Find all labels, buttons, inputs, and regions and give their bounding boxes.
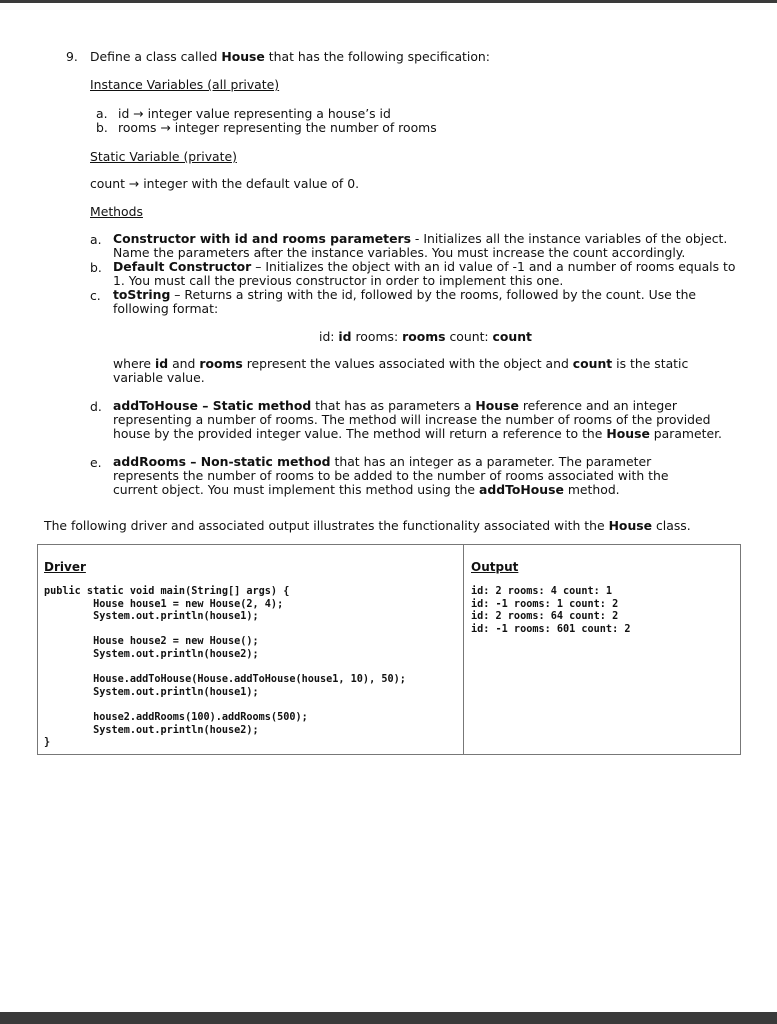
instance-var-label-a: a. [96,106,108,121]
method-addrooms: addRooms – Non-static method that has an integer as a parameter. The parameter represents the number of rooms to be added to the number of rooms associated with the current object. You must implement this method using the addToHouse method. [113,454,669,497]
static-variable-heading: Static Variable (private) [90,149,237,164]
method-addtohouse: addToHouse – Static method that has as parameters a House reference and an integer representing a number of rooms. The method will increase the number of rooms of the provided house by the provided integer value. The method will return a reference to the House parameter. [113,398,722,441]
method-tostring: toString – Returns a string with the id, followed by the rooms, followed by the count. Use the following format: [113,287,697,316]
output-heading: Output [471,560,519,574]
tostring-format: id: id rooms: rooms count: count [319,329,532,344]
instance-var-rooms: rooms → integer representing the number of rooms [118,120,437,135]
static-variable-count: count → integer with the default value of 0. [90,176,360,191]
instance-var-id: id → integer value representing a house’s id [118,106,391,121]
method-label-c: c. [90,288,101,303]
question-number: 9. [66,49,78,64]
driver-output-table [37,544,741,755]
driver-heading: Driver [44,560,86,574]
driver-cell [38,545,464,755]
question-intro: Define a class called House that has the following specification: [90,49,490,64]
output-cell [464,545,741,755]
bottom-border [0,1012,777,1024]
top-border [0,0,777,3]
methods-heading: Methods [90,204,143,219]
method-label-d: d. [90,399,102,414]
method-default-constructor: Default Constructor – Initializes the object with an id value of -1 and a number of rooms equals to 1. You must call the previous constructor in order to implement this one. [113,259,736,288]
output-lines: id: 2 rooms: 4 count: 1 id: -1 rooms: 1 count: 2 id: 2 rooms: 64 count: 2 id: -1 rooms: 601 count: 2 [471,586,631,635]
instance-variables-heading: Instance Variables (all private) [90,77,280,92]
method-label-a: a. [90,232,102,247]
method-label-b: b. [90,260,102,275]
method-label-e: e. [90,455,102,470]
method-constructor: Constructor with id and rooms parameters - Initializes all the instance variables of the object. Name the parameters after the instance variables. You must increase the count accordingly. [113,231,728,260]
instance-var-label-b: b. [96,120,108,135]
driver-code: public static void main(String[] args) { House house1 = new House(2, 4); System.out.println(house1); House house2 = new House(); System.out.println(house2); House.addToHouse(House.addToHouse(house1, 10), 50); System.out.println(house1); house2.addRooms(100).addRooms(500); System.out.println(house2); } [44,586,406,749]
tostring-where-note: where id and rooms represent the values associated with the object and count is the static variable value. [113,356,689,385]
driver-intro: The following driver and associated output illustrates the functionality associated with the House class. [44,518,691,533]
